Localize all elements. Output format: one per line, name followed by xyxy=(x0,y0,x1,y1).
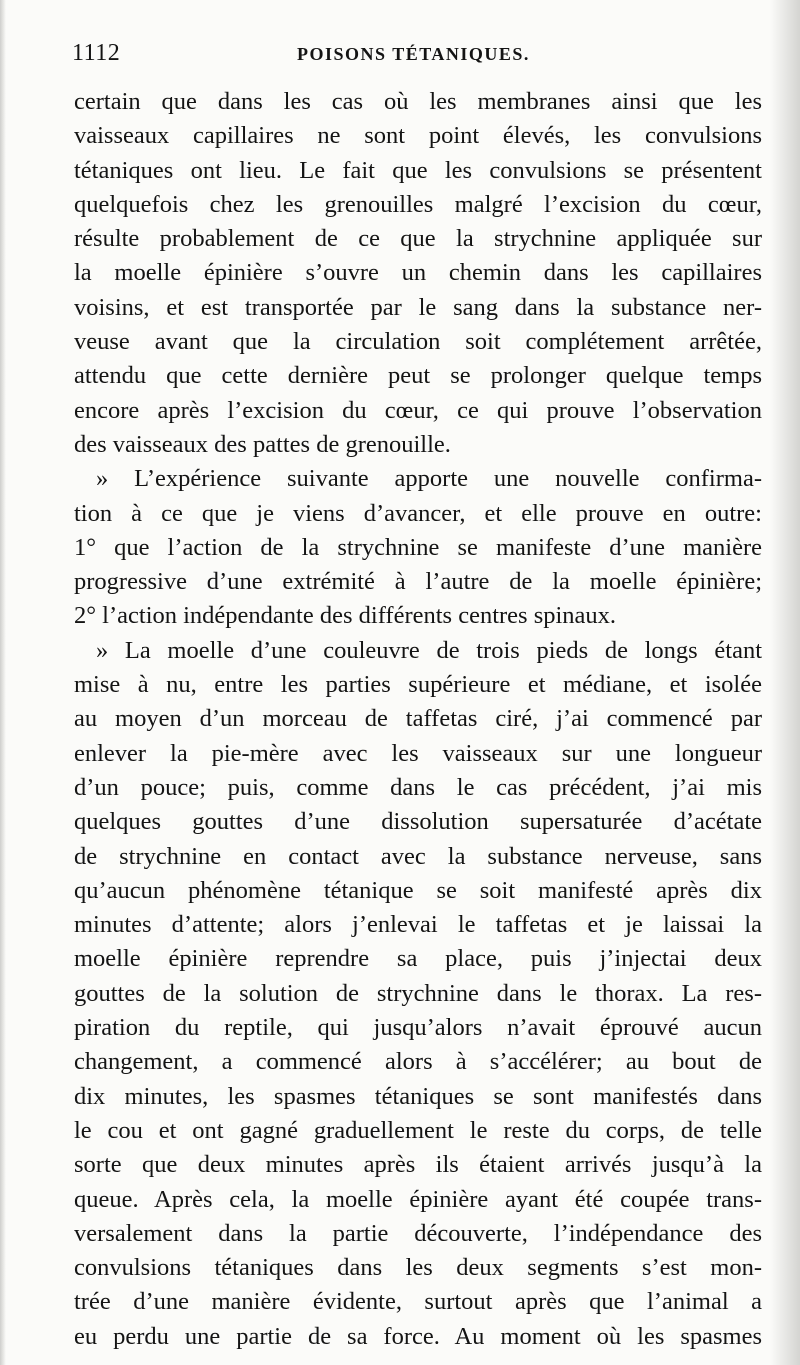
text-line: mise à nu, entre les parties supérieure et médiane, et isolée xyxy=(74,671,762,699)
text-line: de strychnine en contact avec la substance nerveuse, sans xyxy=(74,842,762,870)
text-line: versalement dans la partie découverte, l’indépendance des xyxy=(74,1219,762,1247)
text-line: eu perdu une partie de sa force. Au moment où les spasmes xyxy=(74,1322,762,1350)
text-line: quelquefois chez les grenouilles malgré l’excision du cœur, xyxy=(74,190,762,218)
text-line: changement, a commencé alors à s’accélérer; au bout de xyxy=(74,1048,762,1076)
text-line: d’un pouce; puis, comme dans le cas précédent, j’ai mis xyxy=(74,773,762,801)
text-line: au moyen d’un morceau de taffetas ciré, j’ai commencé par xyxy=(74,705,762,733)
text-line: convulsions tétaniques dans les deux segments s’est mon- xyxy=(74,1254,762,1282)
text-line: moelle épinière reprendre sa place, puis j’injectai deux xyxy=(74,945,762,973)
page-header xyxy=(72,40,760,80)
text-line: progressive d’une extrémité à l’autre de la moelle épinière; xyxy=(74,568,762,596)
text-line: des vaisseaux des pattes de grenouille. xyxy=(74,430,451,458)
text-line: encore après l’excision du cœur, ce qui prouve l’observation xyxy=(74,396,762,424)
page-number: 1112 xyxy=(72,40,121,66)
text-line: minutes d’attente; alors j’enlevai le taffetas et je laissai la xyxy=(74,911,762,939)
text-line: qu’aucun phénomène tétanique se soit manifesté après dix xyxy=(74,876,762,904)
text-line: queue. Après cela, la moelle épinière ayant été coupée trans- xyxy=(74,1185,762,1213)
text-line: quelques gouttes d’une dissolution supersaturée d’acétate xyxy=(74,808,762,836)
body-text xyxy=(74,85,762,1354)
text-line: trée d’une manière évidente, surtout après que l’animal a xyxy=(74,1288,762,1316)
text-line: tion à ce que je viens d’avancer, et elle prouve en outre: xyxy=(74,499,762,527)
text-line: » La moelle d’une couleuvre de trois pieds de longs étant xyxy=(96,636,762,664)
text-line: dix minutes, les spasmes tétaniques se sont manifestés dans xyxy=(74,1082,762,1110)
text-line: veuse avant que la circulation soit complétement arrêtée, xyxy=(74,328,762,356)
text-line: attendu que cette dernière peut se prolonger quelque temps xyxy=(74,362,762,390)
text-line: gouttes de la solution de strychnine dans le thorax. La res- xyxy=(74,979,762,1007)
text-line: résulte probablement de ce que la strychnine appliquée sur xyxy=(74,225,762,253)
text-line: vaisseaux capillaires ne sont point élevés, les convulsions xyxy=(74,122,762,150)
text-line: » L’expérience suivante apporte une nouvelle confirma- xyxy=(96,465,762,493)
text-line: la moelle épinière s’ouvre un chemin dans les capillaires xyxy=(74,259,762,287)
running-title: POISONS TÉTANIQUES. xyxy=(297,44,530,64)
text-line: le cou et ont gagné graduellement le reste du corps, de telle xyxy=(74,1116,762,1144)
text-line: 2° l’action indépendante des différents centres spinaux. xyxy=(74,602,617,630)
text-line: 1° que l’action de la strychnine se manifeste d’une manière xyxy=(74,533,762,561)
text-line: sorte que deux minutes après ils étaient arrivés jusqu’à la xyxy=(74,1151,762,1179)
text-line: certain que dans les cas où les membranes ainsi que les xyxy=(74,88,762,115)
text-line: enlever la pie-mère avec les vaisseaux sur une longueur xyxy=(74,739,762,767)
text-line: tétaniques ont lieu. Le fait que les convulsions se présentent xyxy=(74,156,762,184)
text-line: piration du reptile, qui jusqu’alors n’avait éprouvé aucun xyxy=(74,1014,762,1042)
text-line: voisins, et est transportée par le sang dans la substance ner- xyxy=(74,293,762,321)
